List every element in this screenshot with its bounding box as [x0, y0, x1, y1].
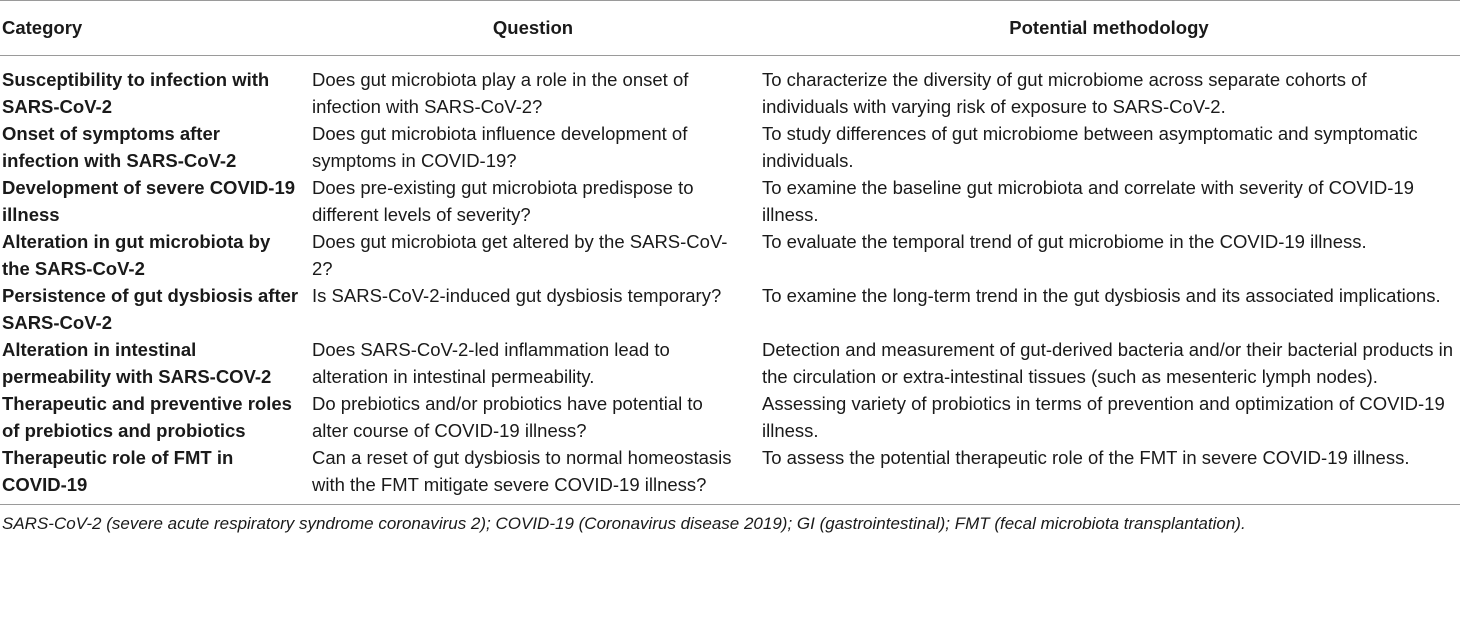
table-footnote: SARS-CoV-2 (severe acute respiratory syndrome coronavirus 2); COVID-19 (Coronavirus disease 2019); GI (gastrointestinal); FMT (fecal microbiota transplantation). — [2, 514, 1246, 533]
methodology-cell: To study differences of gut microbiome between asymptomatic and symptomatic individuals. — [762, 123, 1418, 171]
table-header-row — [0, 1, 1460, 56]
methodology-cell: To evaluate the temporal trend of gut microbiome in the COVID-19 illness. — [762, 231, 1367, 252]
table-row — [0, 228, 1460, 282]
category-cell: Alteration in gut microbiota by the SARS-CoV-2 — [2, 231, 271, 279]
category-cell: Onset of symptoms after infection with SARS-CoV-2 — [2, 123, 237, 171]
question-cell: Does SARS-CoV-2-led inflammation lead to alteration in intestinal permeability. — [312, 339, 670, 387]
question-cell: Does gut microbiota get altered by the SARS-CoV-2? — [312, 231, 728, 279]
methodology-cell: Detection and measurement of gut-derived bacteria and/or their bacterial products in the circulation or extra-intestinal tissues (such as mesenteric lymph nodes). — [762, 339, 1454, 387]
table-row — [0, 120, 1460, 174]
column-header-question: Question — [308, 1, 758, 56]
table-row — [0, 336, 1460, 390]
question-cell: Does pre-existing gut microbiota predispose to different levels of severity? — [312, 177, 694, 225]
category-cell: Development of severe COVID-19 illness — [2, 177, 296, 225]
question-cell: Can a reset of gut dysbiosis to normal homeostasis with the FMT mitigate severe COVID-19 illness? — [308, 444, 758, 505]
table-row — [0, 56, 1460, 121]
category-cell: Alteration in intestinal permeability with SARS-COV-2 — [2, 339, 272, 387]
table-row — [0, 444, 1460, 505]
category-cell: Persistence of gut dysbiosis after SARS-CoV-2 — [2, 285, 299, 333]
column-header-methodology: Potential methodology — [758, 1, 1460, 56]
category-cell: Therapeutic and preventive roles of prebiotics and probiotics — [2, 393, 292, 441]
question-cell: Is SARS-CoV-2-induced gut dysbiosis temporary? — [312, 285, 722, 306]
column-header-category: Category — [0, 1, 308, 56]
question-cell: Does gut microbiota influence development of symptoms in COVID-19? — [312, 123, 688, 171]
category-cell: Susceptibility to infection with SARS-CoV-2 — [2, 69, 270, 117]
table-row — [0, 174, 1460, 228]
category-cell: Therapeutic role of FMT in COVID-19 — [0, 444, 308, 505]
question-cell: Does gut microbiota play a role in the onset of infection with SARS-CoV-2? — [312, 69, 689, 117]
methodology-cell: To examine the baseline gut microbiota and correlate with severity of COVID-19 illness. — [762, 177, 1414, 225]
methodology-cell: Assessing variety of probiotics in terms of prevention and optimization of COVID-19 illness. — [762, 393, 1445, 441]
methodology-cell: To assess the potential therapeutic role of the FMT in severe COVID-19 illness. — [758, 444, 1460, 505]
methodology-cell: To characterize the diversity of gut microbiome across separate cohorts of individuals with varying risk of exposure to SARS-CoV-2. — [762, 69, 1367, 117]
methodology-cell: To examine the long-term trend in the gut dysbiosis and its associated implications. — [762, 285, 1441, 306]
table-row — [0, 282, 1460, 336]
question-cell: Do prebiotics and/or probiotics have potential to alter course of COVID-19 illness? — [312, 393, 703, 441]
table-row — [0, 390, 1460, 444]
